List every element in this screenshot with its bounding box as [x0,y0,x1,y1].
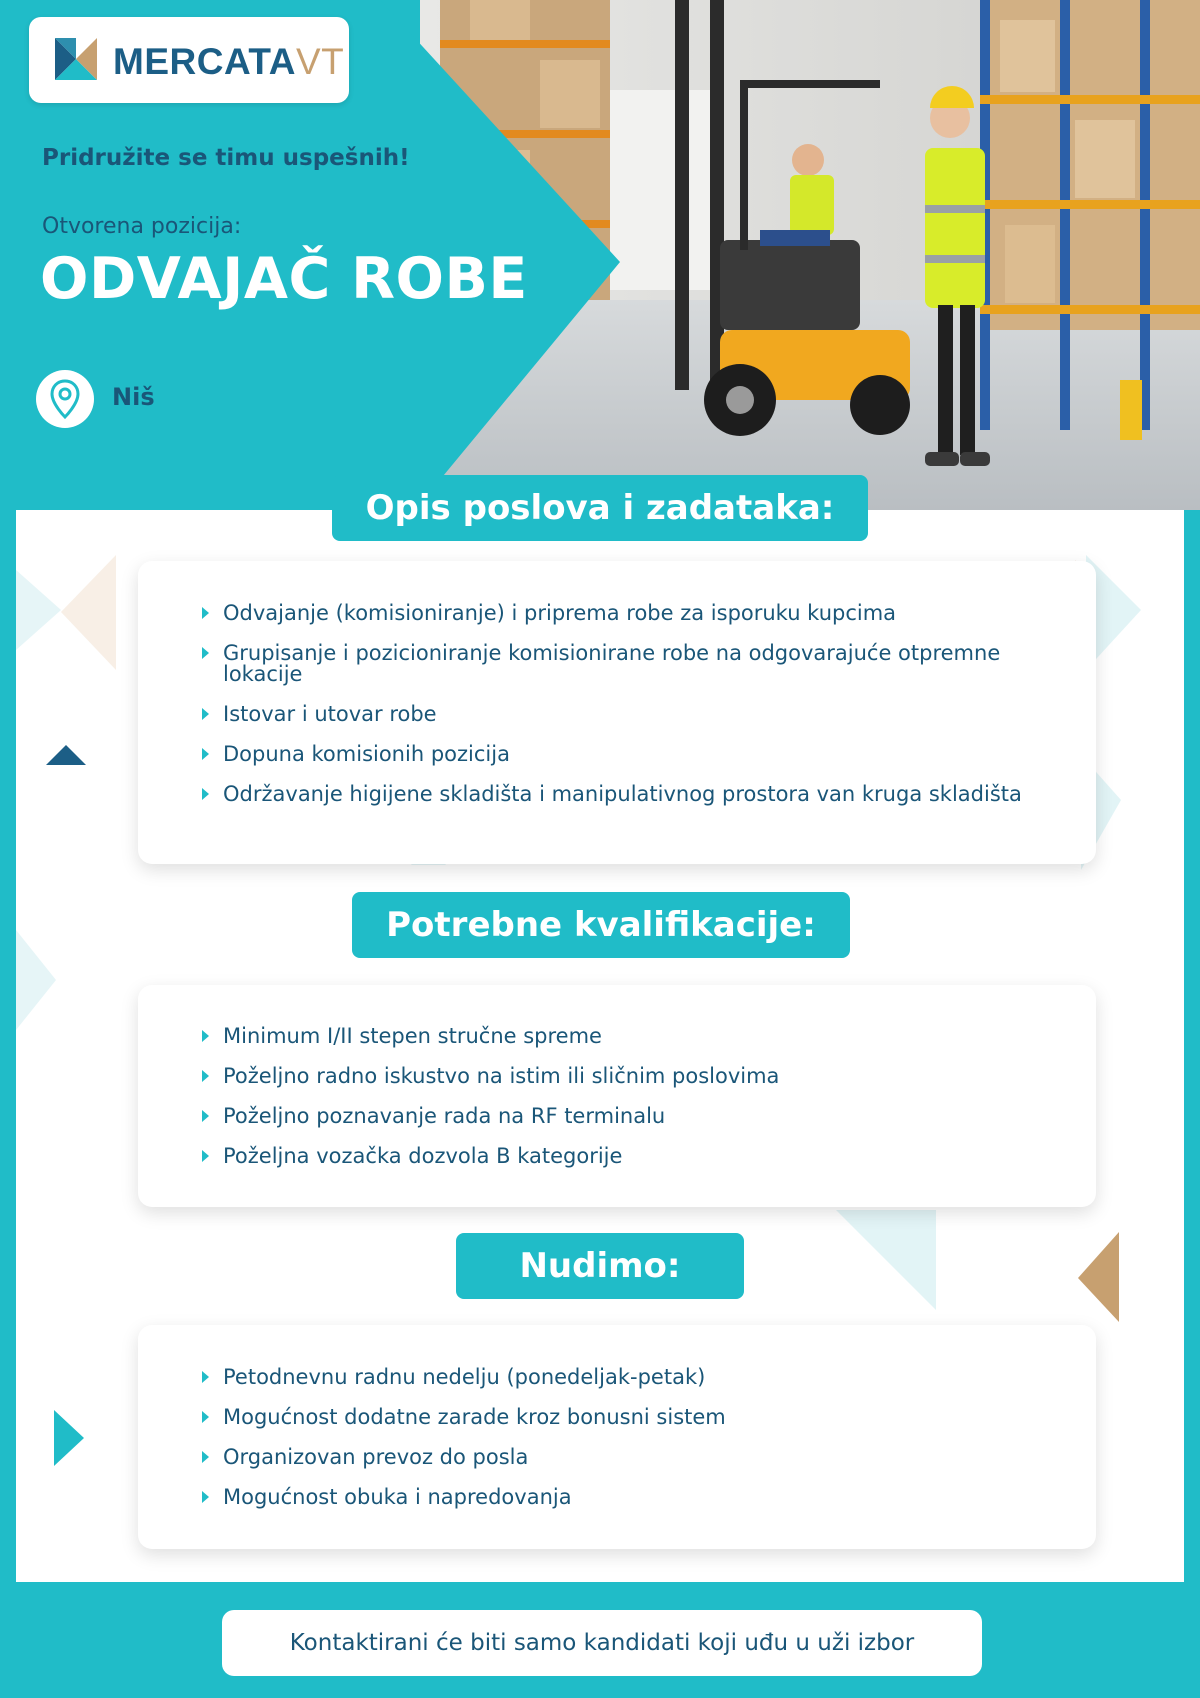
list-item: Istovar i utovar robe [138,704,1096,725]
position-label: Otvorena pozicija: [42,214,242,239]
qualifications-card [138,985,1096,1207]
list-item: Poželjno radno iskustvo na istim ili sličnim poslovima [138,1066,1096,1087]
list-item: Grupisanje i pozicioniranje komisionirane robe na odgovarajuće otpremne lokacije [138,643,1096,685]
section-title-duties: Opis poslova i zadataka: [332,475,868,541]
list-item: Poželjno poznavanje rada na RF terminalu [138,1106,1096,1127]
duties-list [138,561,1096,805]
brand-name-suffix: VT [296,41,345,82]
tagline: Pridružite se timu uspešnih! [42,145,410,171]
offer-card [138,1325,1096,1549]
list-item: Održavanje higijene skladišta i manipulativnog prostora van kruga skladišta [138,784,1096,805]
section-title-qualifications: Potrebne kvalifikacije: [352,892,850,958]
brand-name-main: MERCATA [113,41,296,82]
list-item: Mogućnost dodatne zarade kroz bonusni sistem [138,1407,1096,1428]
list-item: Organizovan prevoz do posla [138,1447,1096,1468]
offer-list [138,1325,1096,1508]
list-item: Minimum I/II stepen stručne spreme [138,1026,1096,1047]
list-item: Mogućnost obuka i napredovanja [138,1487,1096,1508]
duties-card [138,561,1096,864]
content-panel [16,488,1184,1582]
contact-note: Kontaktirani će biti samo kandidati koji uđu u uži izbor [222,1610,982,1676]
list-item: Dopuna komisionih pozicija [138,744,1096,765]
location-pin-icon [36,370,94,428]
brand-logo[interactable] [29,17,349,103]
section-title-offer: Nudimo: [456,1233,744,1299]
brand-name [113,43,344,81]
list-item: Odvajanje (komisioniranje) i priprema robe za isporuku kupcima [138,603,1096,624]
list-item: Petodnevnu radnu nedelju (ponedeljak-petak) [138,1367,1096,1388]
position-title: ODVAJAČ ROBE [40,246,528,312]
list-item: Poželjna vozačka dozvola B kategorije [138,1146,1096,1167]
logo-mark-icon [55,38,97,80]
location-text: Niš [112,383,155,411]
qualifications-list [138,985,1096,1167]
